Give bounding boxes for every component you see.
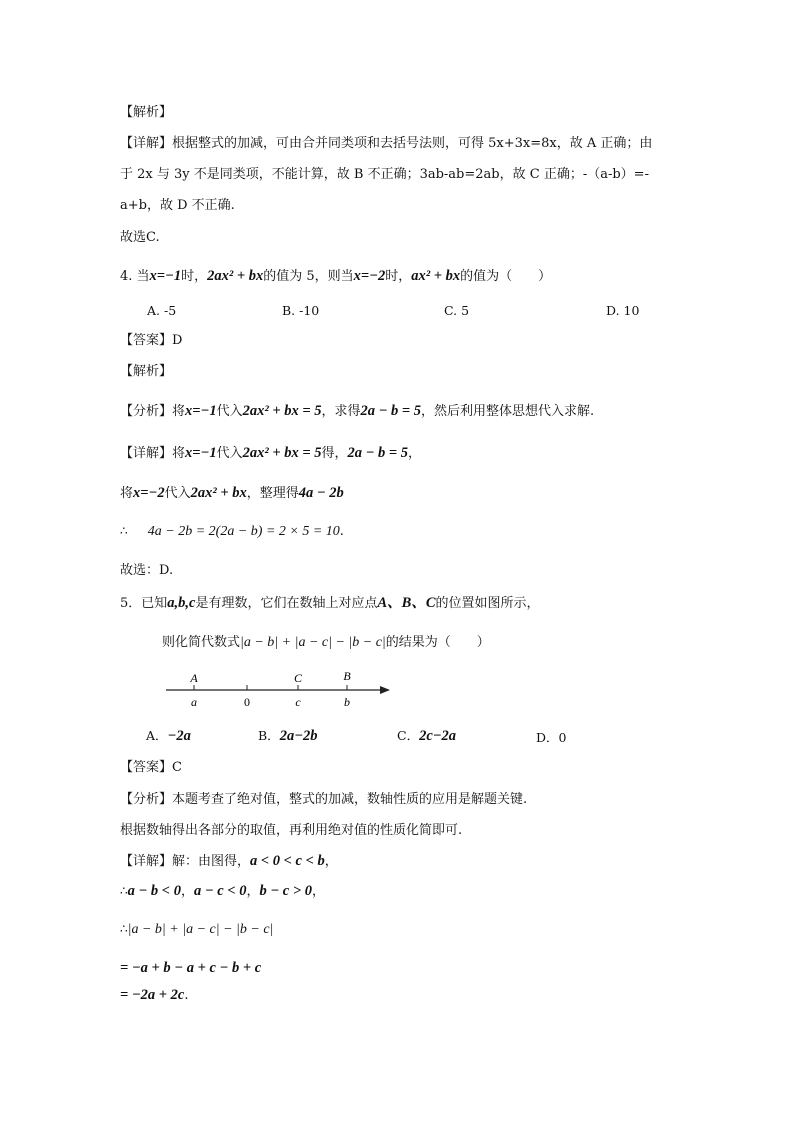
point-A-label: A xyxy=(190,671,198,685)
q5-option-d: D．0 xyxy=(536,730,567,745)
q5-analysis-2: 根据数轴得出各部分的取值，再利用绝对值的性质化简即可. xyxy=(120,823,463,838)
q4-option-b: B. -10 xyxy=(282,303,320,318)
q5-option-b: B．2a−2b xyxy=(258,728,318,744)
q4-answer: 【答案】D xyxy=(120,333,183,348)
detail-line-2: 于 2x 与 3y 不是同类项，不能计算，故 B 不正确；3ab-ab=2ab，故 C 正确；-（a-b）=- xyxy=(120,167,649,182)
q4-option-a: A. -5 xyxy=(147,303,177,318)
q5-option-c: C．2c−2a xyxy=(397,728,457,744)
detail-line-3: a+b，故 D 不正确. xyxy=(120,198,235,213)
q5-detail-5: = −2a + 2c. xyxy=(120,987,189,1003)
question-4: 4. 当x=−1时，2ax² + bx的值为 5，则当x=−2时，ax² + bx的值为（ ） xyxy=(120,268,552,284)
q5-prompt: 则化简代数式|a − b| + |a − c| − |b − c|的结果为（ ） xyxy=(162,635,490,650)
q5-detail-2: ∴a − b < 0，a − c < 0，b − c > 0， xyxy=(120,883,325,899)
q4-option-d: D. 10 xyxy=(606,303,640,318)
q5-detail-3: ∴|a − b| + |a − c| − |b − c| xyxy=(120,922,274,937)
value-c-label: c xyxy=(295,695,301,709)
value-a-label: a xyxy=(191,695,197,709)
point-C-label: C xyxy=(293,671,303,685)
q5-detail-1: 【详解】解：由图得，a < 0 < c < b， xyxy=(120,853,338,869)
q5-analysis: 【分析】本题考查了绝对值，整式的加减，数轴性质的应用是解题关键. xyxy=(120,792,528,807)
point-B-label: B xyxy=(343,669,351,683)
q4-option-c: C. 5 xyxy=(444,303,470,318)
q4-detail-2: 将x=−2代入2ax² + bx，整理得4a − 2b xyxy=(120,485,344,501)
zero-label: 0 xyxy=(244,695,250,709)
q4-detail-1: 【详解】将x=−1代入2ax² + bx = 5得，2a − b = 5， xyxy=(120,445,422,461)
question-5: 5．已知a,b,c是有理数，它们在数轴上对应点A、B、C的位置如图所示， xyxy=(120,595,540,611)
number-line xyxy=(160,668,400,712)
q4-jiexi: 【解析】 xyxy=(120,364,173,379)
axis-arrow xyxy=(380,686,390,694)
detail-line-1: 【详解】根据整式的加减，可由合并同类项和去括号法则，可得 5x+3x=8x，故 A 正确；由 xyxy=(120,136,653,151)
q5-detail-4: = −a + b − a + c − b + c xyxy=(120,960,262,976)
q5-option-a: A．−2a xyxy=(146,728,191,744)
jiexi-heading-1: 【解析】 xyxy=(120,105,173,120)
value-b-label: b xyxy=(344,695,350,709)
q4-analysis: 【分析】将x=−1代入2ax² + bx = 5，求得2a − b = 5，然后利用整体思想代入求解. xyxy=(120,403,595,419)
answer-choice-1: 故选C. xyxy=(120,230,160,245)
q5-answer: 【答案】C xyxy=(120,760,182,775)
q4-calculation: ∴ 4a − 2b = 2(2a − b) = 2 × 5 = 10. xyxy=(120,524,344,539)
q4-answer-choice: 故选：D. xyxy=(120,563,174,578)
